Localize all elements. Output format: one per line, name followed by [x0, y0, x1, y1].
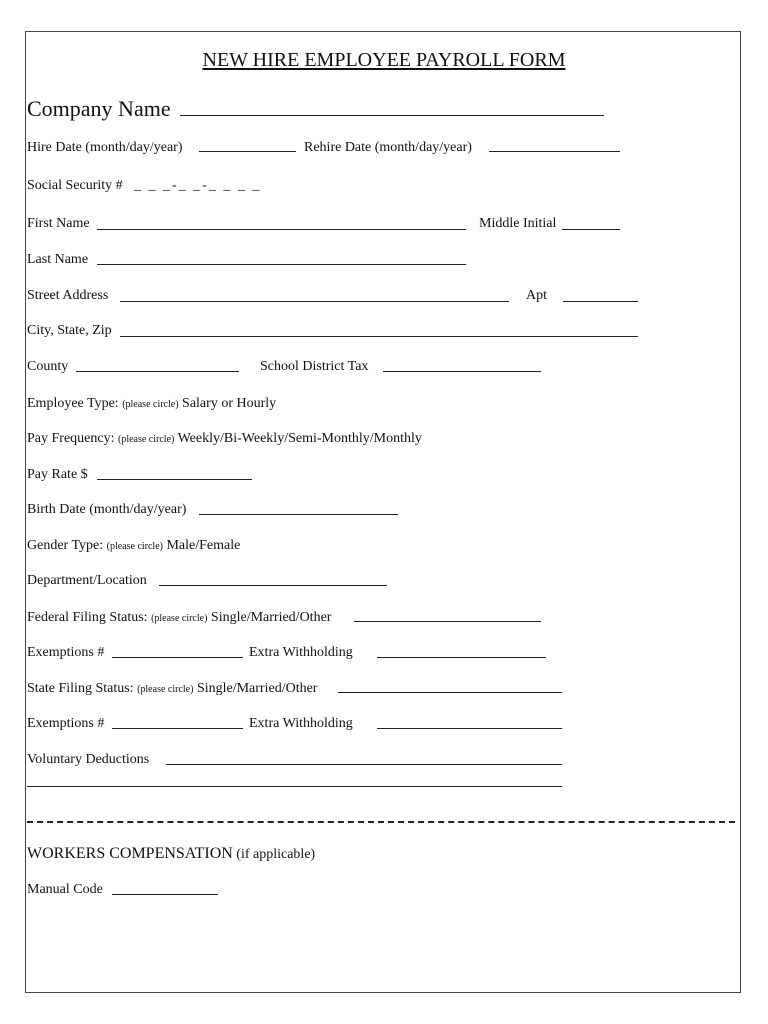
workers-comp-label: WORKERS COMPENSATION	[27, 845, 233, 862]
employee-type-options[interactable]: Salary or Hourly	[182, 396, 277, 411]
federal-filing-row	[27, 610, 331, 627]
apt-field[interactable]	[563, 301, 638, 302]
dashed-divider	[27, 821, 735, 823]
school-district-tax-field[interactable]	[383, 371, 541, 372]
first-name-label: First Name	[27, 216, 90, 231]
please-circle-note: (please circle)	[137, 684, 194, 695]
city-state-zip-label: City, State, Zip	[27, 323, 112, 338]
middle-initial-field[interactable]	[562, 229, 620, 230]
federal-filing-field[interactable]	[354, 621, 541, 622]
form-title: NEW HIRE EMPLOYEE PAYROLL FORM	[202, 49, 566, 71]
street-address-label: Street Address	[27, 288, 109, 303]
department-location-label: Department/Location	[27, 573, 147, 588]
employee-type-row	[27, 396, 276, 413]
pay-rate-field[interactable]	[97, 479, 252, 480]
state-filing-label: State Filing Status:	[27, 681, 134, 696]
voluntary-deductions-field[interactable]	[166, 764, 562, 765]
voluntary-deductions-field-line-2[interactable]	[27, 786, 562, 787]
state-extra-withholding-label: Extra Withholding	[249, 716, 353, 731]
ssn-field[interactable]: _ _ _-_ _-_ _ _ _	[134, 178, 262, 193]
federal-extra-withholding-field[interactable]	[377, 657, 546, 658]
federal-filing-options[interactable]: Single/Married/Other	[210, 610, 332, 625]
school-district-tax-label: School District Tax	[260, 359, 369, 374]
last-name-label: Last Name	[27, 252, 89, 267]
please-circle-note: (please circle)	[122, 399, 179, 410]
street-address-field[interactable]	[120, 301, 509, 302]
manual-code-field[interactable]	[112, 894, 218, 895]
state-extra-withholding-field[interactable]	[377, 728, 562, 729]
birth-date-field[interactable]	[199, 514, 398, 515]
pay-frequency-label: Pay Frequency:	[27, 431, 115, 446]
rehire-date-field[interactable]	[489, 151, 620, 152]
last-name-field[interactable]	[97, 264, 466, 265]
state-filing-options[interactable]: Single/Married/Other	[196, 681, 318, 696]
if-applicable-note: (if applicable)	[236, 847, 316, 862]
middle-initial-label: Middle Initial	[479, 216, 557, 231]
company-name-field[interactable]	[180, 115, 604, 116]
state-exemptions-label: Exemptions #	[27, 716, 105, 731]
birth-date-label: Birth Date (month/day/year)	[27, 502, 187, 517]
first-name-field[interactable]	[97, 229, 466, 230]
county-field[interactable]	[76, 371, 239, 372]
department-location-field[interactable]	[159, 585, 387, 586]
company-name-label: Company Name	[27, 96, 171, 121]
rehire-date-label: Rehire Date (month/day/year)	[304, 140, 472, 155]
pay-frequency-options[interactable]: Weekly/Bi-Weekly/Semi-Monthly/Monthly	[177, 431, 422, 446]
state-filing-row	[27, 681, 317, 698]
gender-row	[27, 538, 240, 555]
state-exemptions-field[interactable]	[112, 728, 243, 729]
workers-comp-heading	[27, 845, 315, 863]
employee-type-label: Employee Type:	[27, 396, 119, 411]
pay-rate-label: Pay Rate $	[27, 467, 88, 482]
voluntary-deductions-label: Voluntary Deductions	[27, 752, 150, 767]
federal-exemptions-field[interactable]	[112, 657, 243, 658]
hire-date-label: Hire Date (month/day/year)	[27, 140, 183, 155]
please-circle-note: (please circle)	[117, 434, 175, 445]
hire-date-field[interactable]	[199, 151, 296, 152]
ssn-label: Social Security #	[27, 178, 123, 193]
please-circle-note: (please circle)	[151, 613, 208, 624]
federal-extra-withholding-label: Extra Withholding	[249, 645, 353, 660]
city-state-zip-field[interactable]	[120, 336, 638, 337]
please-circle-note: (please circle)	[106, 541, 163, 552]
manual-code-label: Manual Code	[27, 882, 103, 897]
pay-frequency-row	[27, 431, 422, 448]
apt-label: Apt	[526, 288, 547, 303]
gender-options[interactable]: Male/Female	[166, 538, 241, 553]
federal-exemptions-label: Exemptions #	[27, 645, 105, 660]
federal-filing-label: Federal Filing Status:	[27, 610, 148, 625]
county-label: County	[27, 359, 69, 374]
gender-label: Gender Type:	[27, 538, 104, 553]
state-filing-field[interactable]	[338, 692, 562, 693]
